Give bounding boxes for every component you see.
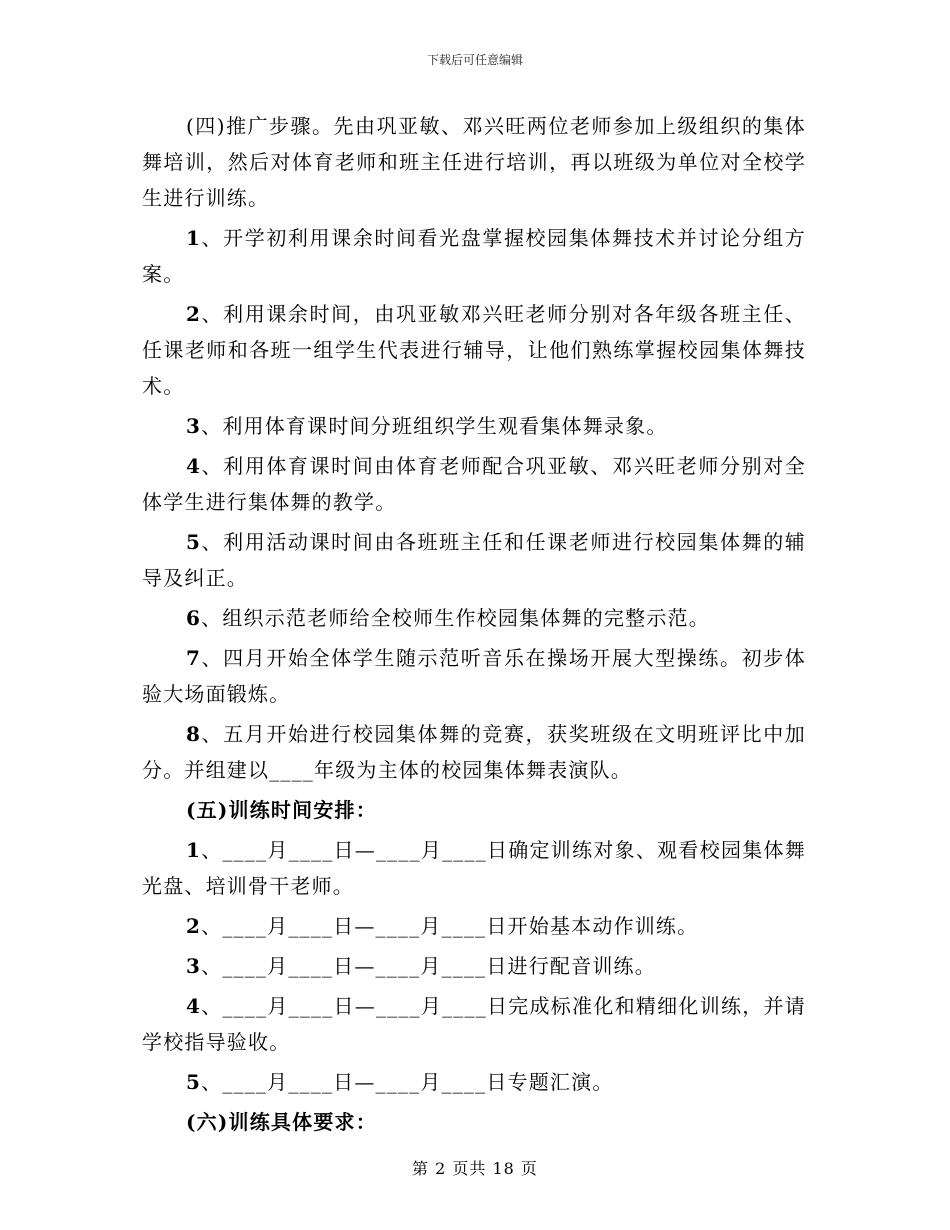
- list-item: [142, 600, 806, 636]
- section-heading-requirements: (六)训练具体要求：: [186, 1110, 377, 1134]
- item-text: 、利用活动课时间由各班班主任和任课老师进行校园集体舞的辅导及纠正。: [142, 530, 806, 590]
- item-number: 5: [186, 1070, 202, 1094]
- item-number: 3: [186, 414, 202, 438]
- item-text: 、____月____日—____月____日确定训练对象、观看校园集体舞光盘、培训骨干老师。: [142, 838, 806, 898]
- item-text: 、____月____日—____月____日完成标准化和精细化训练，并请学校指导验收。: [142, 994, 806, 1054]
- list-item: [142, 640, 806, 712]
- list-item: [142, 948, 806, 984]
- item-text: 、开学初利用课余时间看光盘掌握校园集体舞技术并讨论分组方案。: [142, 226, 806, 286]
- item-text: 、五月开始进行校园集体舞的竞赛，获奖班级在文明班评比中加分。并组建以____年级为主体的校园集体舞表演队。: [142, 722, 806, 782]
- item-number: 4: [186, 994, 202, 1018]
- item-text: 、组织示范老师给全校师生作校园集体舞的完整示范。: [201, 606, 710, 630]
- item-text: 、____月____日—____月____日开始基本动作训练。: [201, 914, 699, 938]
- item-number: 6: [186, 606, 202, 630]
- list-item: [142, 832, 806, 904]
- list-item: [142, 408, 806, 444]
- item-text: 、利用体育课时间由体育老师配合巩亚敏、邓兴旺老师分别对全体学生进行集体舞的教学。: [142, 454, 806, 514]
- section-heading-schedule: (五)训练时间安排：: [186, 798, 377, 822]
- item-text: 、四月开始全体学生随示范听音乐在操场开展大型操练。初步体验大场面锻炼。: [142, 646, 806, 706]
- document-body: [142, 108, 806, 1144]
- item-number: 1: [186, 838, 202, 862]
- item-number: 5: [186, 530, 202, 554]
- list-item: [142, 908, 806, 944]
- page-header: 下载后可任意编辑: [426, 53, 523, 67]
- list-item: [142, 296, 806, 404]
- item-text: 、利用课余时间，由巩亚敏邓兴旺老师分别对各年级各班主任、任课老师和各班一组学生代表进行辅导，让他们熟练掌握校园集体舞技术。: [142, 302, 806, 398]
- list-item: [142, 524, 806, 596]
- paragraph-text: (四)推广步骤。先由巩亚敏、邓兴旺两位老师参加上级组织的集体舞培训，然后对体育老师和班主任进行培训，再以班级为单位对全校学生进行训练。: [142, 114, 806, 210]
- list-item: [142, 448, 806, 520]
- item-number: 8: [186, 722, 202, 746]
- item-number: 2: [186, 914, 202, 938]
- item-number: 3: [186, 954, 202, 978]
- item-number: 7: [186, 646, 202, 670]
- list-item: [142, 220, 806, 292]
- item-number: 1: [186, 226, 202, 250]
- item-text: 、利用体育课时间分班组织学生观看集体舞录象。: [201, 414, 668, 438]
- item-number: 2: [186, 302, 202, 326]
- item-text: 、____月____日—____月____日专题汇演。: [201, 1070, 614, 1094]
- list-item: [142, 716, 806, 788]
- item-number: 4: [186, 454, 202, 478]
- page-footer: 第 2 页共 18 页: [412, 1159, 538, 1178]
- paragraph-promotion-steps: [142, 108, 806, 216]
- item-text: 、____月____日—____月____日进行配音训练。: [201, 954, 656, 978]
- list-item: [142, 1064, 806, 1100]
- list-item: [142, 988, 806, 1060]
